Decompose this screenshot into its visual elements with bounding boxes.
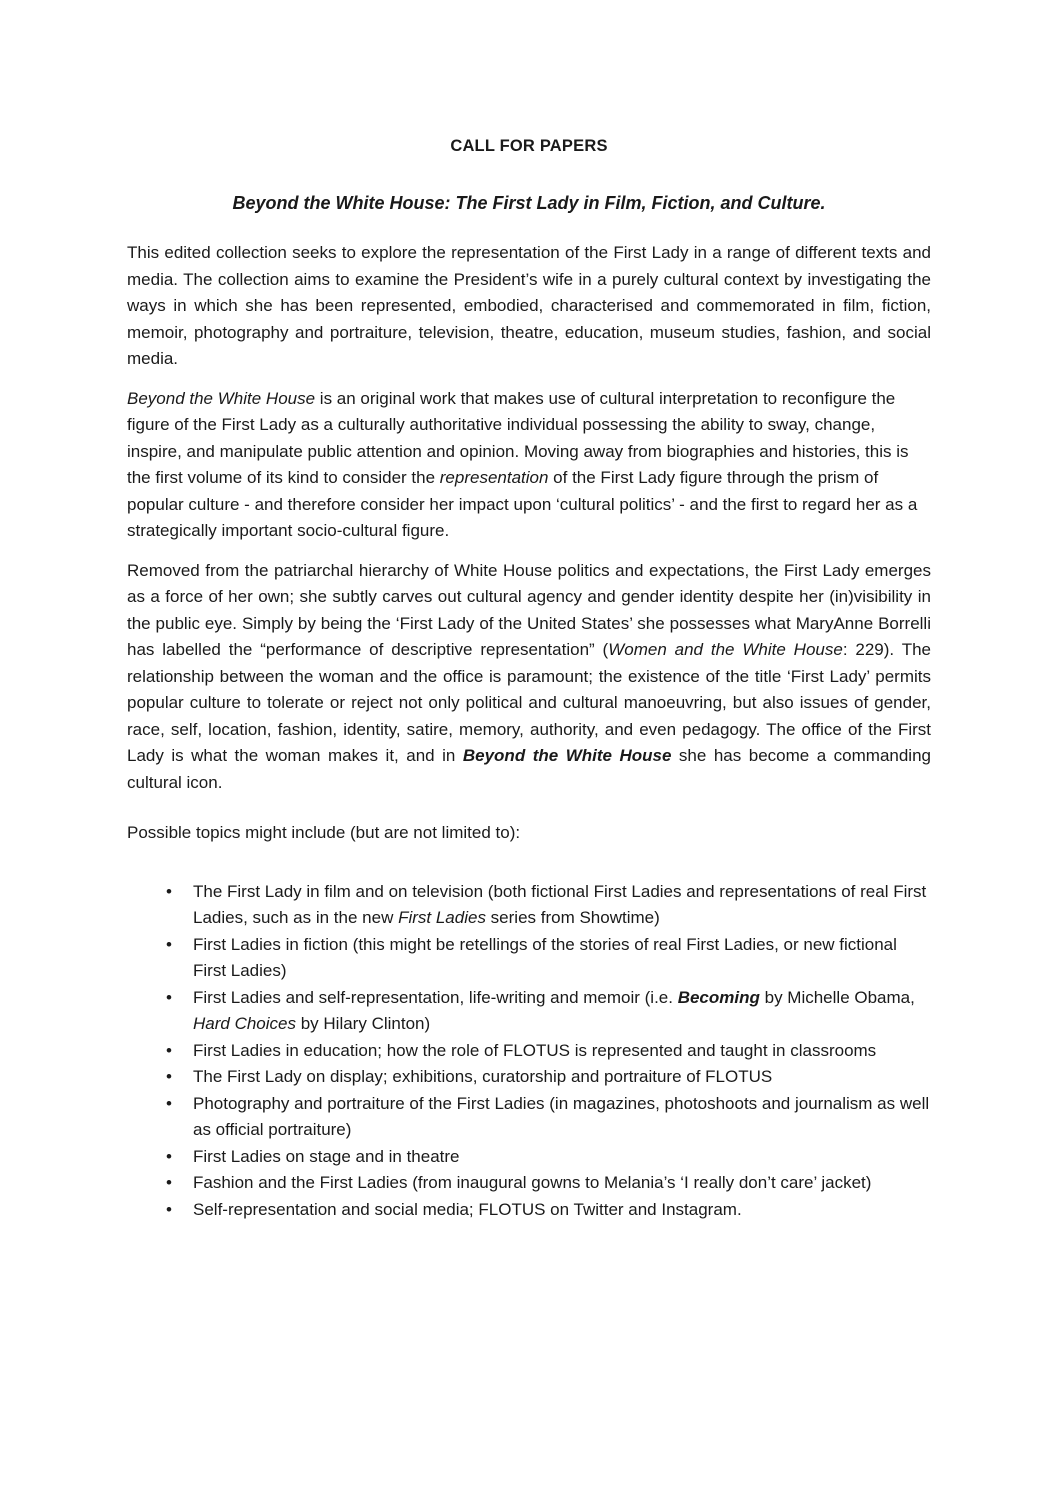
list-item [127, 932, 931, 985]
emphasized-text-run: Beyond the White House [462, 746, 672, 765]
document-subtitle: Beyond the White House: The First Lady in Film, Fiction, and Culture. [232, 193, 826, 213]
emphasized-text-run: Hard Choices [193, 1014, 296, 1033]
topics-list [127, 879, 931, 1224]
list-item [127, 1170, 931, 1197]
emphasized-text-run: First Ladies [398, 908, 486, 927]
emphasized-text-run: representation [439, 468, 549, 487]
list-item [127, 1064, 931, 1091]
paragraph-intro [127, 240, 931, 373]
text-run: : 229). The relationship between the woman and the office is paramount; the existence of the title ‘First Lady’ permits popular culture to tolerate or reject not only political and cultural manoeuvring, but also issues of gender, race, self, location, fashion, identity, satire, memory, authority, and even pedagogy. The office of the First Lady is what the woman makes it, and in [127, 640, 931, 765]
text-run: First Ladies in education; how the role of FLOTUS is represented and taught in classrooms [193, 1040, 877, 1060]
emphasized-text-run: Becoming [677, 987, 760, 1007]
list-item [127, 1038, 931, 1065]
text-run: is an original work that makes use of cultural interpretation to reconfigure the figure of the First Lady as a culturally authoritative individual possessing the ability to sway, change, inspire, and manipulate public attention and opinion. Moving away from biographies and histories, this is the first volume of its kind to consider the [127, 388, 909, 487]
text-run: The First Lady on display; exhibitions, curatorship and portraiture of FLOTUS [193, 1067, 773, 1086]
document-title: CALL FOR PAPERS [450, 137, 608, 155]
list-item [127, 879, 931, 932]
text-run: Photography and portraiture of the First Ladies (in magazines, photoshoots and journalism as well as official portraiture) [193, 1093, 930, 1139]
text-run: First Ladies in fiction (this might be retellings of the stories of real First Ladies, or new fictional First Ladies) [193, 934, 897, 980]
text-run: series from Showtime) [485, 908, 660, 927]
list-item [127, 1144, 931, 1171]
topics-intro-line: Possible topics might include (but are not limited to): [127, 823, 521, 842]
list-item [127, 1091, 931, 1144]
text-run: she has become a commanding cultural icon. [127, 746, 931, 792]
text-run: First Ladies and self-representation, life-writing and memoir (i.e. [193, 987, 678, 1007]
list-item [127, 1197, 931, 1224]
emphasized-text-run: Women and the White House [608, 640, 843, 659]
text-run: First Ladies on stage and in theatre [193, 1146, 460, 1166]
paragraph-original-work [127, 386, 931, 545]
text-run: Self-representation and social media; FLOTUS on Twitter and Instagram. [193, 1199, 742, 1219]
paragraph-removed-from [127, 558, 931, 797]
text-run: The First Lady in film and on television (both fictional First Ladies and representations of real First Ladies, such as in the new [193, 881, 927, 927]
text-run: This edited collection seeks to explore the representation of the First Lady in a range of different texts and media. The collection aims to examine the President’s wife in a purely cultural context by investigating the ways in which she has been represented, embodied, characterised and commemorated in film, fiction, memoir, photography and portraiture, television, theatre, education, museum studies, fashion, and social media. [127, 243, 931, 368]
text-run: of the First Lady figure through the prism of popular culture - and therefore consider her impact upon ‘cultural politics’ - and the first to regard her as a strategically important socio-cultural figure. [127, 468, 918, 540]
text-run: by Michelle Obama, [759, 987, 915, 1007]
text-run: by Hilary Clinton) [296, 1014, 431, 1033]
text-run: Fashion and the First Ladies (from inaugural gowns to Melania’s ‘I really don’t care’ jacket) [193, 1173, 872, 1192]
list-item [127, 985, 931, 1038]
text-run: Removed from the patriarchal hierarchy of White House politics and expectations, the First Lady emerges as a force of her own; she subtly carves out cultural agency and gender identity despite her (in)visibility in the public eye. Simply by being the ‘First Lady of the United States’ she possesses what MaryAnne Borrelli has labelled the “performance of descriptive representation” ( [127, 560, 931, 659]
emphasized-text-run: Beyond the White House [127, 388, 316, 408]
